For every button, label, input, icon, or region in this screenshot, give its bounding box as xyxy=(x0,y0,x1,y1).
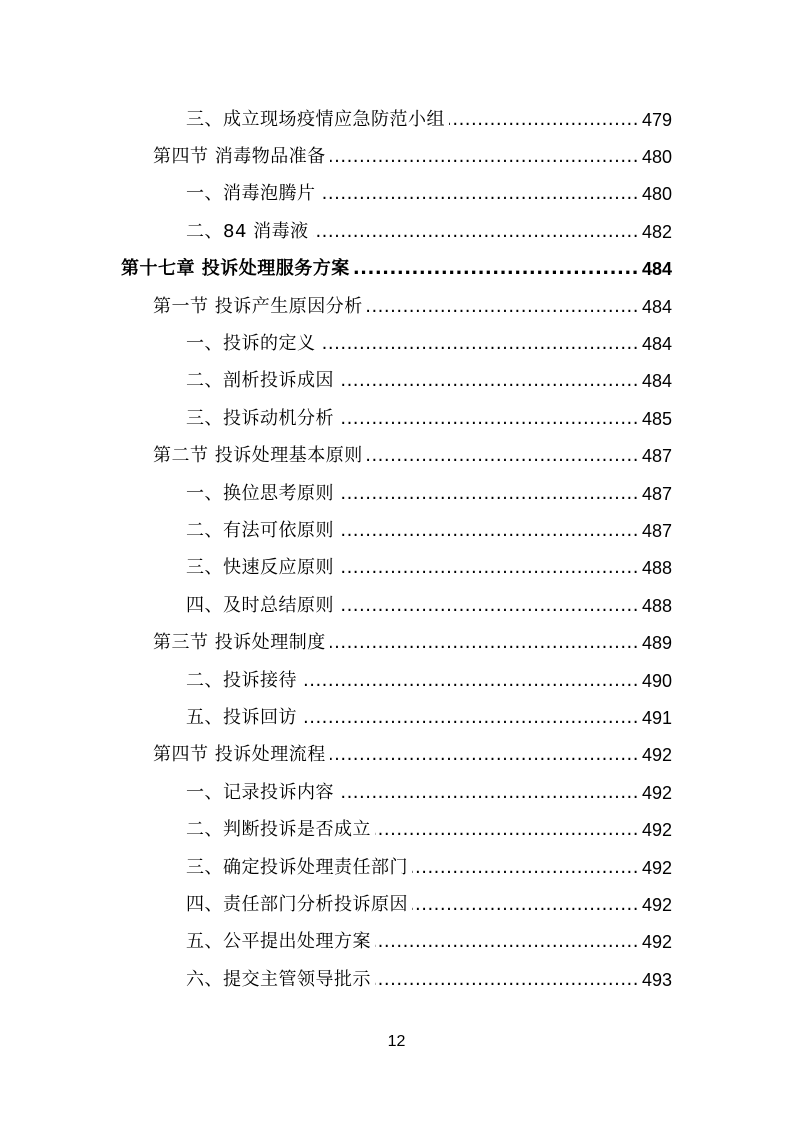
toc-entry-title: 二、84 消毒液 xyxy=(186,220,309,242)
toc-entry[interactable] xyxy=(0,438,793,475)
toc-entry[interactable] xyxy=(0,550,793,587)
toc-entry-title: 三、投诉动机分析 xyxy=(186,407,334,429)
dot-leader xyxy=(338,782,639,804)
toc-entry-page: 479 xyxy=(641,109,672,130)
toc-entry-page: 485 xyxy=(641,408,672,429)
toc-entry-page: 482 xyxy=(641,221,672,242)
toc-entry-page: 492 xyxy=(641,932,672,953)
toc-entry[interactable] xyxy=(0,325,793,362)
dot-leader xyxy=(375,969,639,991)
toc-entry-page: 488 xyxy=(641,595,672,616)
toc-entry[interactable] xyxy=(0,288,793,325)
table-of-contents xyxy=(0,101,793,998)
dot-leader xyxy=(412,857,639,879)
toc-entry[interactable] xyxy=(0,512,793,549)
toc-entry[interactable] xyxy=(0,363,793,400)
toc-entry-page: 490 xyxy=(641,670,672,691)
toc-entry-title: 五、公平提出处理方案 xyxy=(186,931,371,953)
toc-entry-page: 484 xyxy=(641,296,672,317)
toc-entry-title: 二、剖析投诉成因 xyxy=(186,370,334,392)
toc-entry-page: 484 xyxy=(641,259,672,280)
toc-entry-page: 489 xyxy=(641,633,672,654)
dot-leader xyxy=(330,146,639,168)
toc-entry-title: 一、换位思考原则 xyxy=(186,482,334,504)
toc-entry[interactable] xyxy=(0,475,793,512)
toc-entry-title: 一、记录投诉内容 xyxy=(186,781,334,803)
dot-leader xyxy=(338,370,639,392)
toc-entry[interactable] xyxy=(0,737,793,774)
toc-entry[interactable] xyxy=(0,176,793,213)
dot-leader xyxy=(367,296,639,318)
dot-leader xyxy=(449,109,639,131)
toc-entry-title: 一、投诉的定义 xyxy=(186,333,316,355)
toc-entry-page: 484 xyxy=(641,334,672,355)
toc-entry-page: 484 xyxy=(641,371,672,392)
toc-entry[interactable] xyxy=(0,924,793,961)
dot-leader xyxy=(330,744,639,766)
toc-entry-title: 五、投诉回访 xyxy=(186,706,297,728)
toc-entry-page: 491 xyxy=(641,707,672,728)
dot-leader xyxy=(338,520,639,542)
toc-entry-title: 二、投诉接待 xyxy=(186,669,297,691)
dot-leader xyxy=(301,707,639,729)
page-number: 12 xyxy=(387,1033,406,1050)
toc-entry-title: 第十七章 投诉处理服务方案 xyxy=(121,258,350,280)
toc-entry-page: 492 xyxy=(641,894,672,915)
toc-entry-page: 487 xyxy=(641,520,672,541)
toc-entry[interactable] xyxy=(0,961,793,998)
dot-leader xyxy=(330,632,639,654)
toc-entry-page: 493 xyxy=(641,969,672,990)
toc-entry-title: 第二节 投诉处理基本原则 xyxy=(153,445,363,467)
toc-entry-title: 三、快速反应原则 xyxy=(186,557,334,579)
toc-entry[interactable] xyxy=(0,886,793,923)
toc-entry[interactable] xyxy=(0,849,793,886)
dot-leader xyxy=(375,931,639,953)
toc-entry[interactable] xyxy=(0,400,793,437)
toc-entry-title: 一、消毒泡腾片 xyxy=(186,183,316,205)
toc-entry[interactable] xyxy=(0,624,793,661)
toc-entry[interactable] xyxy=(0,213,793,250)
toc-entry-page: 480 xyxy=(641,147,672,168)
dot-leader xyxy=(338,483,639,505)
toc-entry-page: 492 xyxy=(641,857,672,878)
dot-leader xyxy=(301,670,639,692)
toc-entry[interactable] xyxy=(0,101,793,138)
toc-entry-page: 492 xyxy=(641,782,672,803)
dot-leader xyxy=(320,183,640,205)
toc-entry-title: 六、提交主管领导批示 xyxy=(186,968,371,990)
toc-entry-page: 487 xyxy=(641,483,672,504)
toc-entry-page: 492 xyxy=(641,820,672,841)
toc-entry-chapter[interactable] xyxy=(0,251,793,288)
toc-entry-title: 第四节 投诉处理流程 xyxy=(153,744,326,766)
toc-entry-title: 第一节 投诉产生原因分析 xyxy=(153,295,363,317)
toc-entry[interactable] xyxy=(0,774,793,811)
dot-leader xyxy=(338,557,639,579)
toc-entry-title: 第四节 消毒物品准备 xyxy=(153,146,326,168)
toc-entry-page: 488 xyxy=(641,558,672,579)
dot-leader xyxy=(367,445,639,467)
toc-entry-page: 492 xyxy=(641,745,672,766)
toc-entry-title: 第三节 投诉处理制度 xyxy=(153,632,326,654)
toc-entry-title: 四、及时总结原则 xyxy=(186,594,334,616)
toc-entry-title: 三、成立现场疫情应急防范小组 xyxy=(186,108,445,130)
dot-leader xyxy=(375,819,639,841)
dot-leader xyxy=(338,595,639,617)
toc-entry[interactable] xyxy=(0,811,793,848)
toc-entry-title: 三、确定投诉处理责任部门 xyxy=(186,856,408,878)
toc-entry-page: 480 xyxy=(641,184,672,205)
toc-entry[interactable] xyxy=(0,662,793,699)
dot-leader xyxy=(313,221,639,243)
toc-entry-title: 二、判断投诉是否成立 xyxy=(186,819,371,841)
toc-entry-title: 二、有法可依原则 xyxy=(186,519,334,541)
toc-entry[interactable] xyxy=(0,699,793,736)
dot-leader xyxy=(354,258,639,280)
toc-entry-page: 487 xyxy=(641,446,672,467)
toc-entry[interactable] xyxy=(0,587,793,624)
dot-leader xyxy=(412,894,639,916)
dot-leader xyxy=(338,408,639,430)
dot-leader xyxy=(320,333,640,355)
toc-entry-title: 四、责任部门分析投诉原因 xyxy=(186,893,408,915)
toc-entry[interactable] xyxy=(0,138,793,175)
